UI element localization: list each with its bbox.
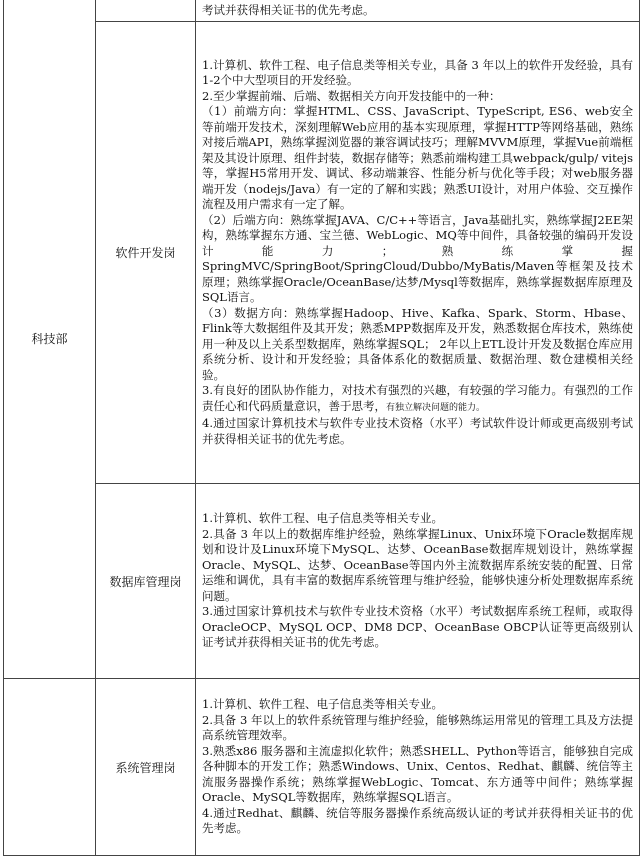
role-cell-dba — [96, 484, 196, 679]
requirements-cell-dba — [196, 484, 640, 679]
role-cell-empty — [96, 0, 196, 22]
requirement-item: 4.通过Redhat、麒麟、统信等服务器操作系统高级认证的考试并获得相关证书的优先考虑。 — [202, 805, 633, 836]
requirement-item: 4.通过国家计算机技术与软件专业技术资格（水平）考试软件设计师或更高级别考试并获得相关证书的优先考虑。 — [202, 416, 633, 446]
role-cell-sysadmin — [96, 679, 196, 856]
requirement-item: 2.具备 3 年以上的数据库维护经验，熟练掌握Linux、Unix环境下Oracle数据库规划和设计及Linux环境下MySQL、达梦、OceanBase数据库规划设计，熟练掌握Oracle、MySQL、达梦、OceanBase等国内外主流数据库系统安装的配置、日常运维和调优，具有丰富的数据库系统管理与维护经验，能够快速分析处理数据库系统问题。 — [202, 526, 633, 603]
role-label: 软件开发岗 — [115, 246, 176, 260]
job-requirements-table — [3, 0, 640, 856]
requirements-cell-continuation — [196, 0, 640, 22]
requirement-item: 1.计算机、软件工程、电子信息类等相关专业。 — [202, 511, 443, 526]
table-row — [4, 22, 640, 484]
requirement-text: 3.有良好的团队协作能力，对技术有强烈的兴趣，有较强的学习能力。有强烈的工作责任心和代码质量意识，善于思考， — [202, 383, 633, 413]
role-label: 系统管理岗 — [115, 760, 176, 775]
requirement-item: 2.具备 3 年以上的软件系统管理与维护经验，能够熟练运用常见的管理工具及方法提高系统管理效率。 — [202, 712, 633, 743]
requirement-item: （1）前端方向：掌握HTML、CSS、JavaScript、TypeScript, ES6、web安全等前端开发技术，深刻理解Web应用的基本实现原理，掌握HTTP等网络基础，熟练对接后端API，熟练掌握浏览器的兼容调试技巧；理解MVVM原理，掌握Vue前端框架及其设计原理、组件封装，数据存储等；熟悉前端构建工具webpack/gulp/ vitejs等，掌握H5常用开发、调试、移动端兼容、性能分析与优化等手段；对web服务器端开发（nodejs/Java）有一定的了解和实践；熟悉UI设计，对用户体验、交互操作流程及用户需求有一定了解。 — [202, 104, 633, 212]
requirement-item: 3.熟悉x86 服务器和主流虚拟化软件；熟悉SHELL、Python等语言，能够独自完成各种脚本的开发工作；熟悉Windows、Unix、Centos、Redhat、麒麟、统信等主流服务器操作系统；熟练掌握WebLogic、Tomcat、东方通等中间件；熟练掌握Oracle、MySQL等数据库，熟练掌握SQL语言。 — [202, 743, 633, 805]
requirements-cell-software-dev — [196, 22, 640, 484]
requirement-item: 3.通过国家计算机技术与软件专业技术资格（水平）考试数据库系统工程师，或取得OracleOCP、MySQL OCP、DM8 DCP、OceanBase OBCP认证等更高级别认证考试并获得相关证书的优先考虑。 — [202, 604, 633, 650]
requirement-item: 1.计算机、软件工程、电子信息类等相关专业，具备 3 年以上的软件开发经验，具有1-2个中大型项目的开发经验。 — [202, 57, 633, 88]
requirement-item: 2.至少掌握前端、后端、数据相关方向开发技能中的一种： — [202, 88, 501, 103]
department-cell-empty — [4, 679, 96, 856]
table-row — [4, 0, 640, 22]
requirement-text-small: 有独立解决问题的能力。 — [386, 402, 486, 413]
requirement-continuation-text: 考试并获得相关证书的优先考虑。 — [202, 2, 375, 17]
role-label: 数据库管理岗 — [109, 574, 182, 589]
department-cell — [4, 0, 96, 679]
requirement-item: （3）数据方向：熟练掌握Hadoop、Hive、Kafka、Spark、Storm、Hbase、Flink等大数据组件及其开发；熟悉MPP数据库及开发，熟悉数据仓库技术，熟练使用一种及以上关系型数据库，熟练掌握SQL； 2年以上ETL设计开发及数据仓库应用系统分析、设计和开发经验；具备体系化的数据质量、数据治理、数仓建模相关经验。 — [202, 305, 633, 382]
table-row — [4, 484, 640, 679]
requirement-item: （2）后端方向：熟练掌握JAVA、C/C++等语言，Java基础扎实，熟练掌握J2EE架构，熟练掌握东方通、宝兰德、WebLogic、MQ等中间件，具备较强的编码开发设计能力；熟练掌握SpringMVC/SpringBoot/SpringCloud/Dubbo/MyBatis/Maven等框架及技术原理；熟练掌握Oracle/OceanBase/达梦/Mysql等数据库，熟练掌握数据库原理及SQL语言。 — [202, 212, 633, 305]
requirement-item: 1.计算机、软件工程、电子信息类等相关专业。 — [202, 697, 443, 712]
role-cell-software-dev — [96, 22, 196, 484]
requirement-item — [202, 383, 633, 416]
table-row — [4, 679, 640, 856]
requirements-cell-sysadmin — [196, 679, 640, 856]
department-label: 科技部 — [31, 332, 68, 346]
